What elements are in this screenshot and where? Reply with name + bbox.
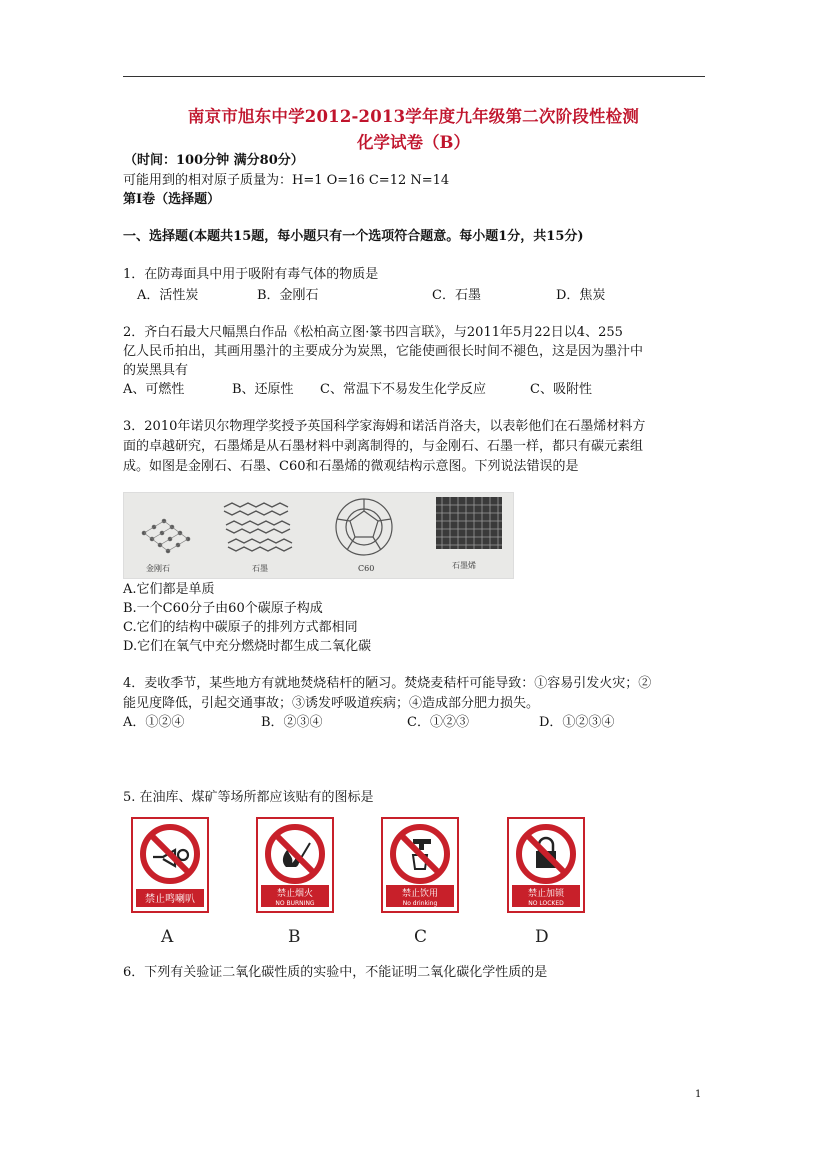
q4-option-c: C．①②③ [407,715,469,730]
sign-no-locked [507,817,585,913]
graphene-structure-icon [436,497,502,549]
carbon-structures-drawing [124,493,513,578]
q1-option-c: C．石墨 [432,288,481,303]
sign-no-drinking [381,817,459,913]
sign-d-english: NO LOCKED [528,900,564,907]
c60-structure-icon [336,499,392,555]
sign-b-text: 禁止烟火 [276,889,314,899]
part-heading: 第Ⅰ卷（选择题） [123,192,221,207]
q2-option-a: A、可燃性 [123,382,185,397]
figure-label-c60: C60 [358,564,375,573]
figure-label-graphite: 石墨 [252,564,268,573]
q3-line-3: 成。如图是金刚石、石墨、C60和石墨烯的微观结构示意图。下列说法错误的是 [123,459,579,474]
q4-line-2: 能见度降低，引起交通事故；③诱发呼吸道疾病；④造成部分肥力损失。 [123,696,540,711]
sign-c-english: No drinking [402,900,438,907]
q5-stem: 5. 在油库、煤矿等场所都应该贴有的图标是 [123,790,374,805]
q4-option-b: B．②③④ [261,715,323,730]
atomic-mass-info: 可能用到的相对原子质量为：H=1 O=16 C=12 N=14 [123,173,450,188]
q3-option-b: B.一个C60分子由60个碳原子构成 [123,601,323,616]
carbon-structures-figure [123,492,514,579]
q3-line-1: 3．2010年诺贝尔物理学奖授予英国科学家海姆和诺活肖洛夫，以表彰他们在石墨烯材料方 [123,419,646,434]
sign-letter-b: B [288,927,301,947]
sign-d-text: 禁止加锁 [527,889,565,899]
sign-no-burning [256,817,334,913]
q3-line-2: 面的卓越研究，石墨烯是从石墨材料中剥离制得的，与金刚石、石墨一样，都只有碳元素组 [123,439,644,454]
page-number: 1 [695,1089,702,1100]
header-rule [123,76,705,77]
q4-line-1: 4．麦收季节，某些地方有就地焚烧秸杆的陋习。焚烧麦秸杆可能导致：①容易引发火灾；② [123,676,652,691]
time-info: （时间：100分钟 满分80分） [124,153,304,168]
graphite-structure-icon [224,503,292,551]
q1-stem: 1．在防毒面具中用于吸附有毒气体的物质是 [123,267,379,282]
figure-label-diamond: 金刚石 [146,564,170,573]
q2-option-c: C、常温下不易发生化学反应 [320,382,486,397]
q2-option-d: C、吸附性 [530,382,592,397]
sign-no-horn [131,817,209,913]
q1-option-d: D．焦炭 [556,288,606,303]
sign-letter-c: C [414,927,428,947]
q1-option-a: A．活性炭 [137,288,199,303]
q6-stem: 6．下列有关验证二氧化碳性质的实验中，不能证明二氧化碳化学性质的是 [123,965,548,980]
sign-letter-d: D [535,927,549,947]
diamond-structure-icon [142,519,190,553]
q2-option-b: B、还原性 [232,382,294,397]
exam-title: 南京市旭东中学2012-2013学年度九年级第二次阶段性检测 [187,107,640,126]
sign-a-text: 禁止鸣喇叭 [145,894,195,905]
q3-option-a: A.它们都是单质 [123,582,215,597]
sign-c-text: 禁止饮用 [401,889,439,899]
q2-line-2: 亿人民币拍出，其画用墨汁的主要成分为炭黑，它能使画很长时间不褪色，这是因为墨汁中 [123,344,644,359]
sign-b-english: NO BURNING [275,900,315,907]
q3-option-d: D.它们在氧气中充分燃烧时都生成二氧化碳 [123,639,372,654]
q3-option-c: C.它们的结构中碳原子的排列方式都相同 [123,620,358,635]
sign-letter-a: A [161,927,174,947]
q4-option-d: D．①②③④ [539,715,615,730]
q1-option-b: B．金刚石 [257,288,319,303]
exam-subtitle: 化学试卷（B） [357,133,470,152]
figure-label-graphene: 石墨烯 [452,561,476,570]
section-heading: 一、选择题(本题共15题，每小题只有一个选项符合题意。每小题1分，共15分) [123,229,584,244]
q2-line-3: 的炭黑具有 [123,363,189,378]
q2-line-1: 2．齐白石最大尺幅黑白作品《松柏高立图·篆书四言联》，与2011年5月22日以4、255 [123,325,623,340]
q4-option-a: A．①②④ [123,715,185,730]
